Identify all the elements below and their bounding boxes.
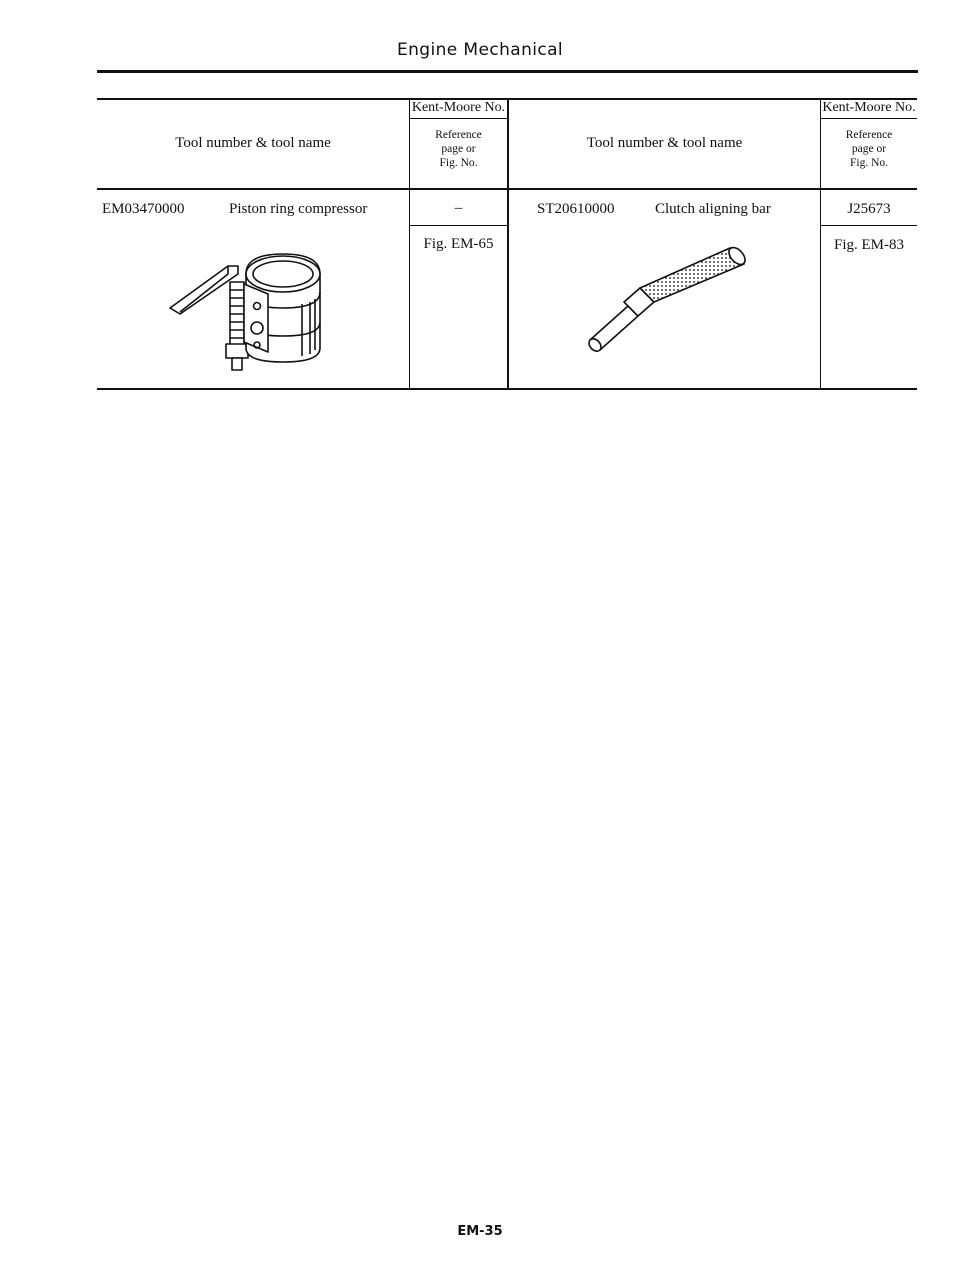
header-reference-right — [821, 128, 917, 170]
tool-number-right: ST20610000 — [537, 201, 615, 217]
reference-value-right: Fig. EM-83 — [833, 237, 904, 253]
header-reference-line: Reference — [435, 129, 482, 141]
row-divider-right — [821, 225, 917, 226]
header-kent-moore-left: Kent-Moore No. — [411, 100, 506, 115]
tool-name-left: Piston ring compressor — [229, 201, 368, 217]
header-reference-line: Fig. No. — [439, 157, 478, 169]
title-rule — [97, 70, 918, 73]
kent-moore-rule-left — [409, 118, 508, 119]
reference-value-left: Fig. EM-65 — [423, 236, 494, 252]
page-number: EM-35 — [457, 1224, 503, 1239]
header-tool-right: Tool number & tool name — [586, 135, 743, 151]
header-reference-line: Fig. No. — [849, 157, 889, 169]
header-kent-moore-right: Kent-Moore No. — [822, 100, 916, 115]
kent-moore-rule-right — [821, 118, 917, 119]
header-reference-left — [409, 128, 508, 170]
piston-ring-compressor-icon — [168, 244, 338, 374]
kent-moore-value-left: – — [454, 200, 463, 216]
row-divider-left — [409, 225, 508, 226]
clutch-aligning-bar-icon — [584, 240, 754, 360]
section-title: Engine Mechanical — [396, 40, 564, 60]
header-tool-left: Tool number & tool name — [175, 135, 331, 151]
header-reference-line: Reference — [845, 129, 893, 141]
tool-name-right: Clutch aligning bar — [655, 201, 771, 217]
header-reference-line: page or — [441, 143, 476, 155]
header-reference-line: page or — [851, 143, 887, 155]
kent-moore-value-right: J25673 — [847, 201, 891, 217]
tool-number-left: EM03470000 — [102, 201, 185, 217]
